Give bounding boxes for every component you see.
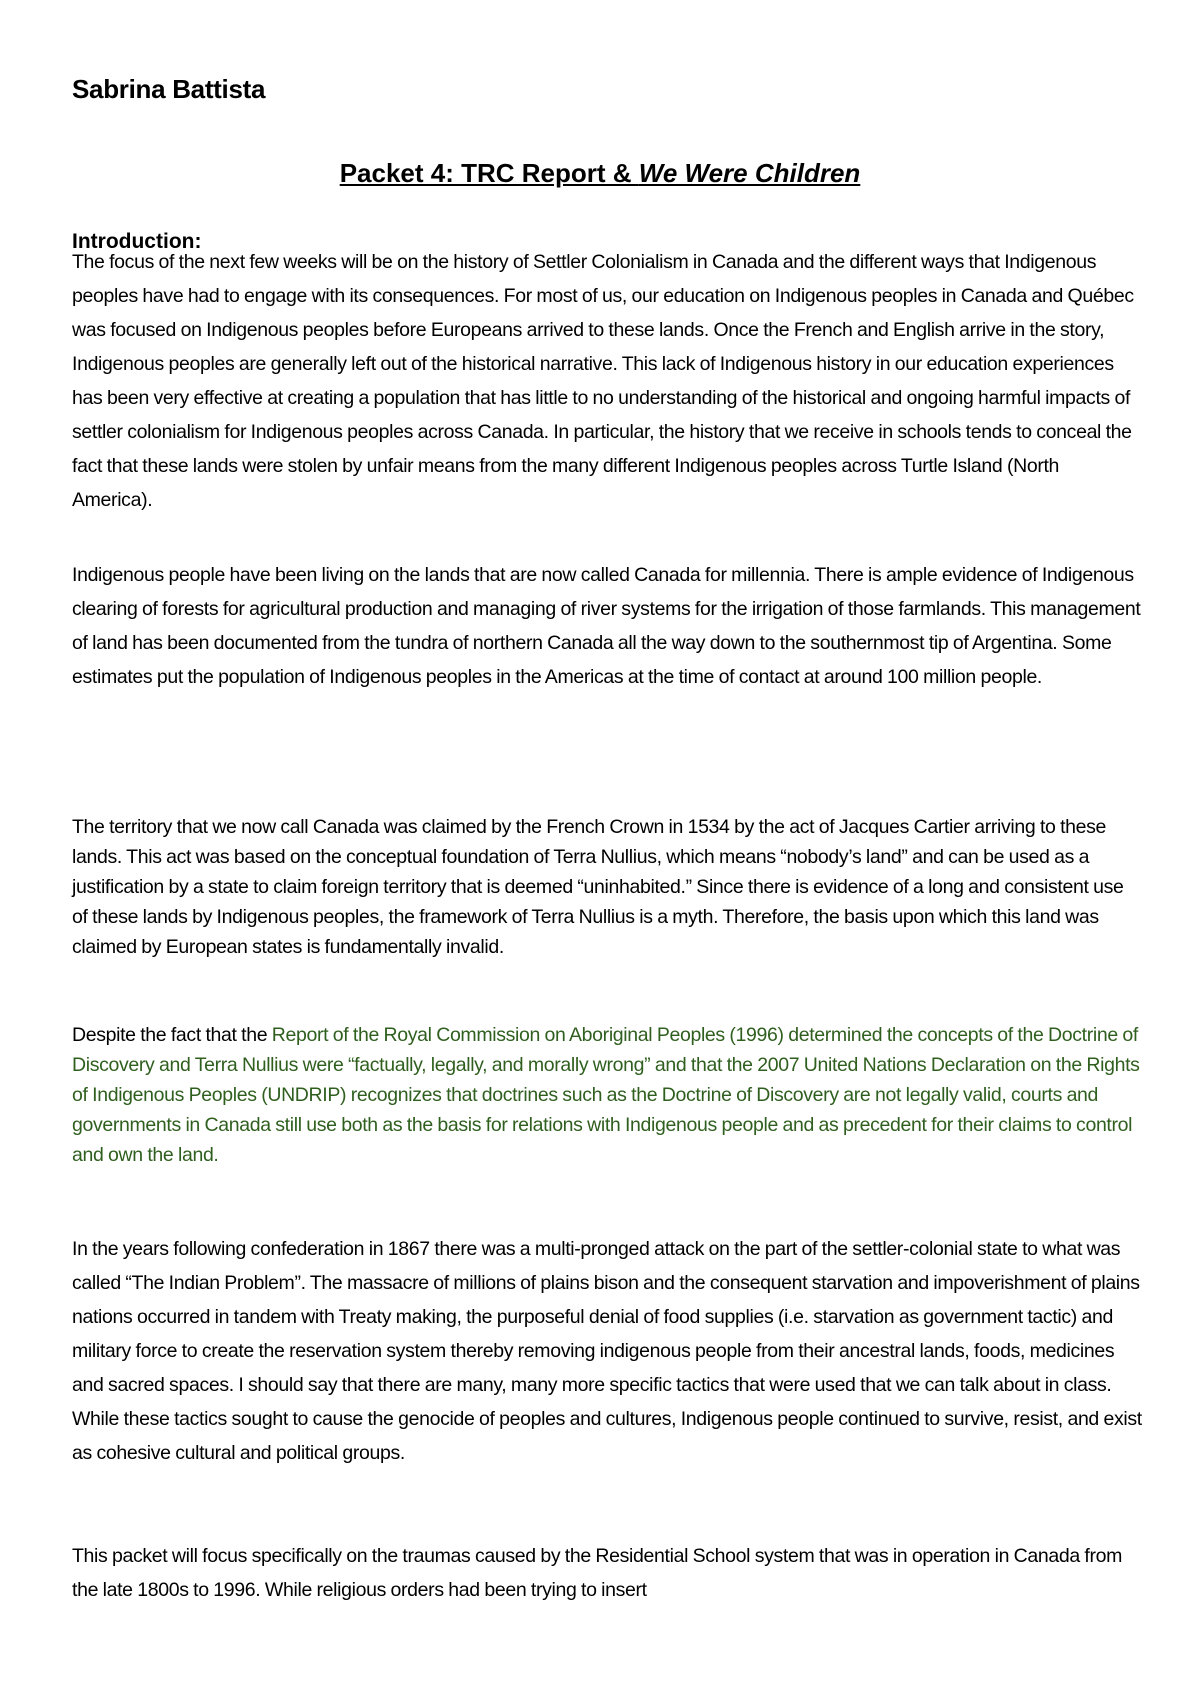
title-main: Packet 4: TRC Report &: [339, 158, 639, 188]
page-title: [0, 158, 1200, 189]
paragraph-lead-text: Despite the fact that the: [72, 1024, 272, 1046]
paragraph-indigenous-lands: Indigenous people have been living on the lands that are now called Canada for millennia. There is ample evidence of Indigenous clearing of forests for agricultural production and managing of river systems for the irrigation of those farmlands. This management of land has been documented from the tundra of northern Canada all the way down to the southernmost tip of Argentina. Some estimates put the population of Indigenous peoples in the Americas at the time of contact at around 100 million people.: [72, 564, 1141, 688]
author-name: Sabrina Battista: [72, 74, 266, 104]
title-italic: We Were Children: [638, 158, 861, 188]
paragraph-confederation: In the years following confederation in 1867 there was a multi-pronged attack on the part of the settler-colonial state to what was called “The Indian Problem”. The massacre of millions of plains bison and the consequent starvation and impoverishment of plains nations occurred in tandem with Treaty making, the purposeful denial of food supplies (i.e. starvation as government tactic) and military force to create the reservation system thereby removing indigenous people from their ancestral lands, foods, medicines and sacred spaces. I should say that there are many, many more specific tactics that were used that we can talk about in class. While these tactics sought to cause the genocide of peoples and cultures, Indigenous people continued to survive, resist, and exist as cohesive cultural and political groups.: [72, 1238, 1142, 1464]
paragraph-terra-nullius: The territory that we now call Canada was claimed by the French Crown in 1534 by the act of Jacques Cartier arriving to these lands. This act was based on the conceptual foundation of Terra Nullius, which means “nobody’s land” and can be used as a justification by a state to claim foreign territory that is deemed “uninhabited.” Since there is evidence of a long and consistent use of these lands by Indigenous peoples, the framework of Terra Nullius is a myth. Therefore, the basis upon which this land was claimed by European states is fundamentally invalid.: [72, 816, 1124, 958]
paragraph-green-text: Report of the Royal Commission on Aboriginal Peoples (1996) determined the concepts of the Doctrine of Discovery and Terra Nullius were “factually, legally, and morally wrong” and that the 2007 United Nations Declaration on the Rights of Indigenous Peoples (UNDRIP) recognizes that doctrines such as the Doctrine of Discovery are not legally valid, courts and governments in Canada still use both as the basis for relations with Indigenous people and as precedent for their claims to control and own the land.: [72, 1024, 1140, 1166]
paragraph-intro: The focus of the next few weeks will be on the history of Settler Colonialism in Canada and the different ways that Indigenous peoples have had to engage with its consequences. For most of us, our education on Indigenous peoples in Canada and Québec was focused on Indigenous peoples before Europeans arrived to these lands. Once the French and English arrive in the story, Indigenous peoples are generally left out of the historical narrative. This lack of Indigenous history in our education experiences has been very effective at creating a population that has little to no understanding of the historical and ongoing harmful impacts of settler colonialism for Indigenous peoples across Canada. In particular, the history that we receive in schools tends to conceal the fact that these lands were stolen by unfair means from the many different Indigenous peoples across Turtle Island (North America).: [72, 251, 1134, 511]
intro-heading: Introduction:: [72, 230, 202, 253]
paragraph-residential-schools: This packet will focus specifically on the traumas caused by the Residential School system that was in operation in Canada from the late 1800s to 1996. While religious orders had been trying to insert: [72, 1545, 1123, 1601]
paragraph-royal-commission: [72, 1020, 1142, 1170]
